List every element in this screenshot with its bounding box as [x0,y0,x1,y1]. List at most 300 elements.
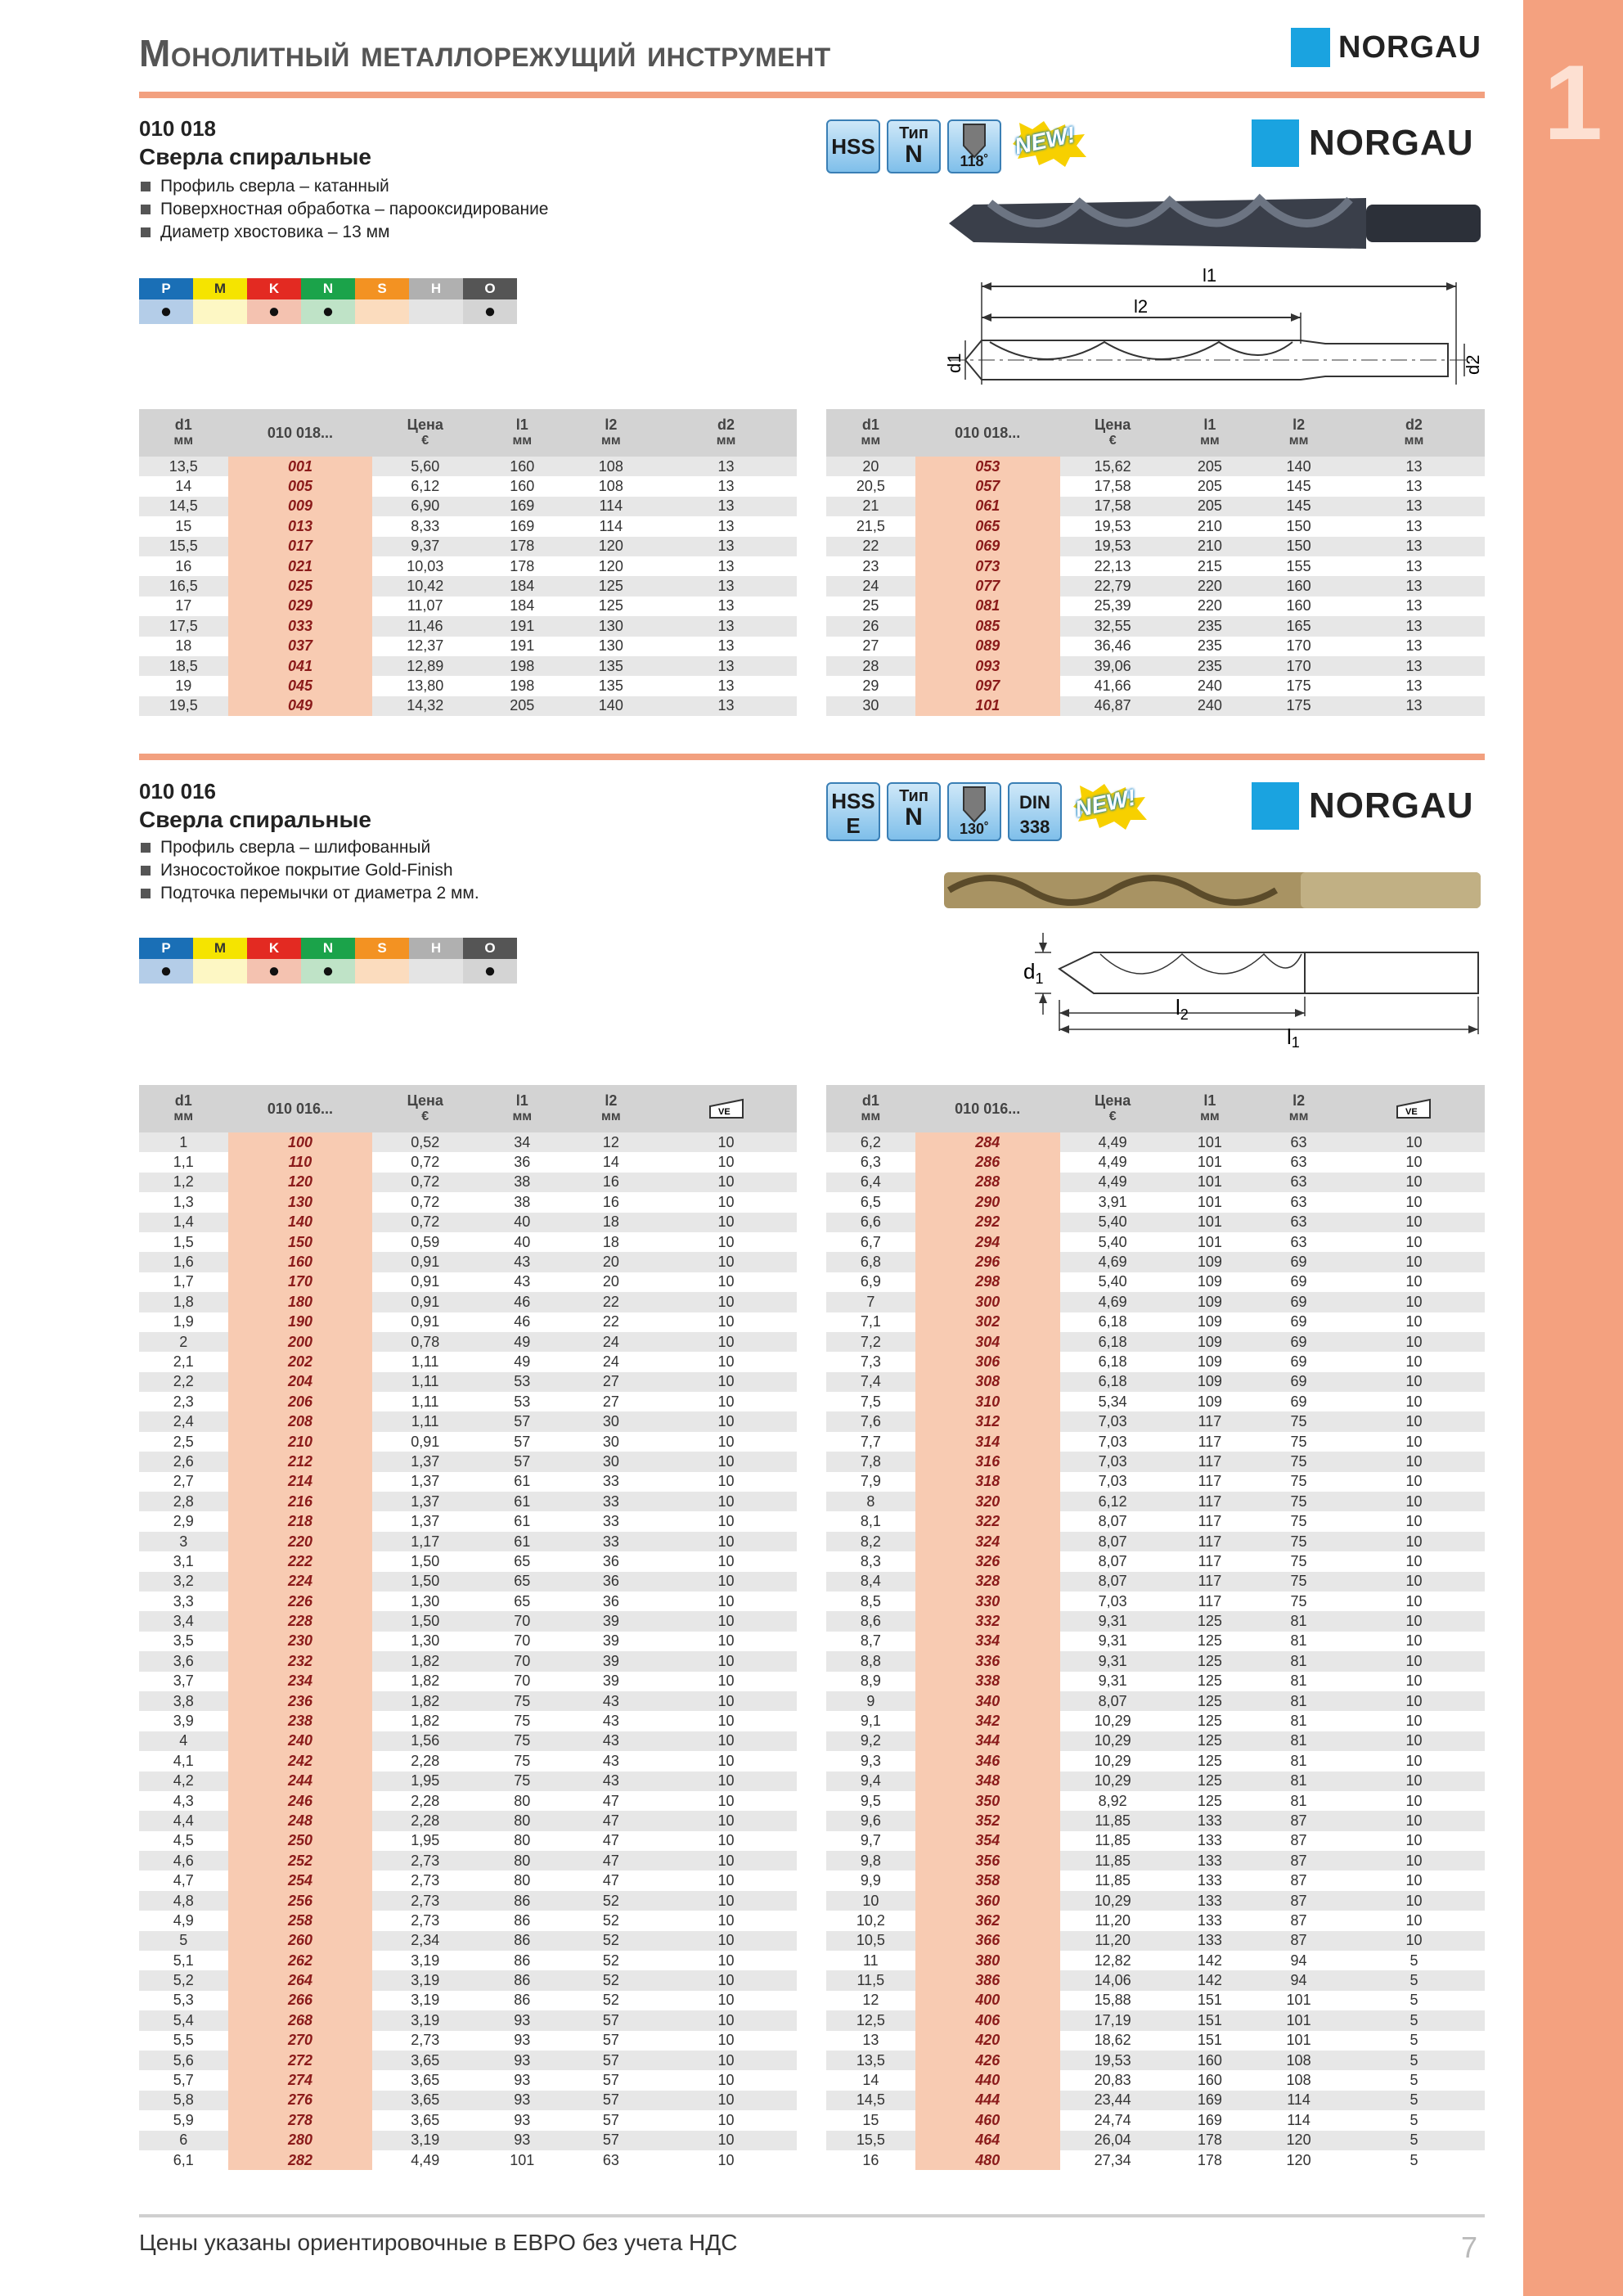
column-header [478,1085,567,1132]
price-cell: 9,31 [1060,1611,1166,1631]
price-cell: 3,65 [372,2051,478,2070]
d2-cell: 13 [1343,696,1485,716]
l1-cell: 210 [1166,537,1255,556]
header-label: d1 [174,416,192,433]
diameter-cell: 4,9 [173,1911,194,1929]
table-row [826,537,1485,556]
diameter-cell: 7,5 [860,1393,881,1410]
table-row [826,676,1485,696]
l1-cell: 70 [514,1632,531,1650]
table-row [826,1611,1485,1631]
price-cell: 7,03 [1098,1592,1127,1609]
l1-cell: 86 [478,1970,567,1990]
dim-d2: d2 [1463,354,1483,375]
price-cell: 19,53 [1094,517,1131,534]
price-cell: 22,13 [1094,557,1131,574]
header-label: l2 [605,1092,618,1109]
pack-unit-cell: 10 [717,1672,735,1690]
l1-cell: 133 [1197,1911,1222,1929]
d2-cell: 13 [655,537,797,556]
diameter-cell: 5,8 [139,2091,228,2110]
l2-cell: 81 [1254,1651,1343,1671]
diameter-cell: 3,1 [173,1552,194,1569]
l1-cell: 43 [478,1252,567,1272]
diameter-cell: 3,5 [173,1632,194,1650]
article-code-cell: 093 [915,656,1060,676]
pack-unit-cell: 10 [655,1213,797,1232]
l1-cell: 101 [1166,1132,1255,1152]
material-group-k: K [247,938,301,959]
l2-cell: 14 [602,1154,619,1171]
pack-unit-cell: 10 [1405,1872,1423,1889]
point-angle-badge [947,119,1001,173]
header-label: 010 018... [267,425,333,441]
diameter-cell: 3,9 [173,1713,194,1730]
article-code-cell: 386 [915,1970,1060,1990]
header-label: Цена [407,1092,443,1109]
column-header [139,409,228,457]
l1-cell: 61 [514,1473,531,1490]
price-cell: 0,72 [372,1173,478,1192]
type-badge [887,782,941,841]
pack-unit-cell: 5 [1409,2072,1418,2089]
l1-cell: 184 [510,597,535,615]
table-row [826,1632,1485,1651]
price-cell: 36,46 [1094,637,1131,655]
l1-cell: 75 [478,1772,567,1791]
article-code-cell: 420 [915,2031,1060,2051]
l2-cell: 69 [1254,1292,1343,1312]
section2-price-table-right [826,1085,1485,2170]
article-code-cell: 220 [228,1532,373,1551]
article-code-cell: 334 [915,1632,1060,1651]
column-header [915,409,1060,457]
diameter-cell: 7,7 [860,1433,881,1450]
type-value: N [905,141,923,168]
diameter-cell: 1,9 [173,1313,194,1330]
diameter-cell: 17 [175,597,192,615]
l2-cell: 43 [567,1772,656,1791]
l1-cell: 220 [1166,576,1255,596]
column-header [915,1085,1060,1132]
header-unit: мм [1404,434,1424,448]
article-code-cell: 224 [228,1572,373,1591]
price-cell: 1,82 [372,1651,478,1671]
pack-unit-cell: 10 [1343,1292,1485,1312]
article-code-cell: 348 [915,1772,1060,1791]
l2-cell: 69 [1290,1353,1307,1370]
diameter-cell: 14 [862,2072,879,2089]
diameter-cell: 9,2 [826,1731,915,1751]
header-unit: мм [861,1110,881,1123]
l2-cell: 87 [1254,1811,1343,1830]
drill-photo-010018 [941,187,1485,260]
diameter-cell: 7,9 [860,1473,881,1490]
table-row [826,1272,1485,1292]
table-row [139,2150,797,2170]
article-code-cell: 264 [228,1970,373,1990]
diameter-cell: 1,3 [173,1193,194,1210]
table-row [826,1891,1485,1911]
diameter-cell: 5,5 [173,2032,194,2049]
diameter-cell: 6,1 [173,2151,194,2168]
article-code-cell: 053 [915,457,1060,476]
pack-unit-cell: 5 [1343,2091,1485,2110]
table-row [139,1452,797,1471]
diameter-cell: 3 [139,1532,228,1551]
l1-cell: 57 [478,1452,567,1471]
l2-cell: 52 [567,1891,656,1911]
diameter-cell: 9,1 [860,1713,881,1730]
pack-unit-cell: 10 [655,2010,797,2030]
d2-cell: 13 [1405,677,1423,694]
price-cell: 20,83 [1094,2072,1131,2089]
price-cell: 3,65 [411,2072,440,2089]
table-row [826,2091,1485,2110]
price-cell: 0,91 [372,1292,478,1312]
article-code-cell: 077 [915,576,1060,596]
diameter-cell: 5,4 [139,2010,228,2030]
diameter-cell: 6,5 [860,1193,881,1210]
l2-cell: 155 [1286,557,1311,574]
table-row [826,1452,1485,1471]
diameter-cell: 5 [139,1931,228,1951]
diameter-cell: 15 [862,2111,879,2128]
table-row [139,1132,797,1152]
l1-cell: 86 [514,1911,531,1929]
table-row [826,597,1485,616]
table-row [826,556,1485,576]
section2-logo [1252,782,1474,830]
drill-photo-010016 [941,866,1485,915]
l2-cell: 108 [598,478,623,495]
l2-cell: 81 [1254,1772,1343,1791]
table-row [139,1213,797,1232]
l1-cell: 80 [514,1832,531,1849]
price-cell: 32,55 [1060,616,1166,636]
l2-cell: 47 [602,1832,619,1849]
article-code-cell: 330 [915,1591,1060,1611]
table-row [826,1511,1485,1531]
bullet: Поверхностная обработка – парооксидирование [141,198,549,221]
table-row [826,476,1485,496]
din-badge [1008,782,1062,841]
pack-unit-cell: 10 [1405,1911,1423,1929]
pack-unit-cell: 10 [1343,1611,1485,1631]
pack-unit-cell: 10 [717,1513,735,1530]
material-suitability-dot [355,299,409,324]
pack-unit-cell: 10 [1405,1513,1423,1530]
l2-cell: 18 [602,1233,619,1250]
l1-cell: 43 [514,1273,531,1290]
drill-dimension-drawing [1023,925,1485,1051]
pack-unit-cell: 10 [1405,1752,1423,1769]
article-code-cell: 316 [915,1452,1060,1471]
article-code-cell: 206 [228,1392,373,1411]
table-row [139,1152,797,1172]
price-cell: 1,82 [372,1691,478,1711]
pack-unit-cell: 10 [655,1173,797,1192]
article-code-cell: 272 [228,2051,373,2070]
material-suitability-dot [355,959,409,984]
diameter-cell: 9,7 [860,1832,881,1849]
material-group-s: S [355,938,409,959]
article-code-cell: 222 [228,1551,373,1571]
pack-unit-cell: 10 [655,1572,797,1591]
hss-label: HSS [831,789,875,813]
l2-cell: 81 [1254,1731,1343,1751]
column-header [1060,1085,1166,1132]
pack-unit-cell: 10 [655,1372,797,1392]
l1-cell: 125 [1197,1672,1222,1690]
l1-cell: 133 [1166,1851,1255,1871]
price-cell: 11,85 [1060,1811,1166,1830]
l1-cell: 235 [1166,656,1255,676]
l1-cell: 133 [1166,1811,1255,1830]
price-cell: 4,69 [1060,1252,1166,1272]
l1-cell: 80 [478,1851,567,1871]
diameter-cell: 26 [826,616,915,636]
diameter-cell: 2,5 [173,1433,194,1450]
pack-unit-cell: 10 [655,1970,797,1990]
l1-cell: 86 [514,1992,531,2009]
table-row [826,2131,1485,2150]
price-cell: 3,65 [411,2111,440,2128]
hss-e-badge [826,782,880,841]
l2-cell: 114 [1287,2111,1311,2128]
article-code-cell: 298 [915,1272,1060,1292]
price-cell: 2,28 [411,1752,440,1769]
l1-cell: 160 [1166,2051,1255,2070]
l2-cell: 33 [567,1492,656,1511]
price-cell: 5,40 [1098,1233,1127,1250]
l2-cell: 63 [1290,1193,1307,1210]
column-header [228,409,373,457]
diameter-cell: 27 [862,637,879,655]
l2-cell: 57 [567,2051,656,2070]
pack-unit-cell: 10 [655,1931,797,1951]
price-cell: 6,90 [372,497,478,516]
l2-cell: 63 [1254,1173,1343,1192]
pack-unit-cell: 10 [717,2032,735,2049]
l2-cell: 39 [602,1632,619,1650]
svg-text:VE: VE [1405,1107,1418,1117]
type-value: N [905,804,923,831]
article-code-cell: 061 [915,497,1060,516]
article-code-cell: 057 [915,476,1060,496]
diameter-cell: 7,6 [826,1411,915,1431]
diameter-cell: 18 [175,637,192,655]
price-cell: 25,39 [1094,597,1131,615]
logo-text: NORGAU [1309,786,1474,826]
table-header-row [826,409,1485,457]
logo-square-icon [1291,28,1330,67]
pack-unit-cell: 10 [1405,1313,1423,1330]
l1-cell: 169 [478,497,567,516]
header-logo [1291,28,1481,67]
pack-unit-cell: 10 [655,1611,797,1631]
pack-unit-cell: 10 [1343,1372,1485,1392]
new-label: NEW! [1012,121,1077,160]
material-group-s: S [355,278,409,299]
d2-cell: 13 [717,557,735,574]
l1-cell: 125 [1197,1792,1222,1809]
hss-e-label: E [846,813,861,838]
logo-text: NORGAU [1338,29,1481,65]
l1-cell: 205 [478,696,567,716]
material-suitability-dot [409,299,463,324]
table-row [826,1173,1485,1192]
l2-cell: 75 [1290,1473,1307,1490]
price-cell: 3,19 [411,1992,440,2009]
pack-unit-cell: 10 [1343,1731,1485,1751]
diameter-cell: 3,4 [139,1611,228,1631]
pack-unit-cell: 10 [1343,1651,1485,1671]
article-code-cell: 362 [915,1911,1060,1930]
l2-cell: 69 [1290,1313,1307,1330]
header-unit: мм [861,434,881,448]
pack-unit-cell: 10 [717,2111,735,2128]
pack-unit-cell: 10 [655,1811,797,1830]
table-row [139,1772,797,1791]
article-code-cell: 406 [915,2010,1060,2030]
l1-cell: 65 [478,1572,567,1591]
price-cell: 4,49 [411,2151,440,2168]
price-cell: 10,42 [372,576,478,596]
table-row [826,576,1485,596]
table-row [826,2051,1485,2070]
table-row [139,1970,797,1990]
diameter-cell: 2,9 [173,1513,194,1530]
l1-cell: 109 [1197,1313,1222,1330]
table-row [826,656,1485,676]
article-code-cell: 360 [915,1891,1060,1911]
table-row [826,1911,1485,1930]
price-cell: 5,40 [1060,1213,1166,1232]
article-code-cell: 150 [228,1232,373,1252]
table-row [139,1891,797,1911]
l1-cell: 101 [1197,1193,1222,1210]
diameter-cell: 2,7 [173,1473,194,1490]
article-code-cell: 326 [915,1551,1060,1571]
l2-cell: 33 [602,1473,619,1490]
table-row [139,1472,797,1492]
table-row [826,2031,1485,2051]
diameter-cell: 13,5 [826,2051,915,2070]
price-cell: 2,73 [411,1911,440,1929]
price-cell: 27,34 [1094,2151,1131,2168]
pack-unit-cell: 10 [1405,1832,1423,1849]
table-row [826,1791,1485,1811]
price-cell: 46,87 [1060,696,1166,716]
article-code-cell: 282 [228,2150,373,2170]
diameter-cell: 6,8 [826,1252,915,1272]
table-row [139,616,797,636]
l1-cell: 53 [514,1393,531,1410]
price-cell: 0,91 [411,1313,440,1330]
price-cell: 2,73 [372,1851,478,1871]
l1-cell: 117 [1166,1532,1255,1551]
price-cell: 9,31 [1098,1632,1127,1650]
article-code-cell: 041 [228,656,373,676]
price-cell: 6,18 [1098,1313,1127,1330]
diameter-cell: 7,8 [826,1452,915,1471]
article-code-cell: 037 [228,637,373,656]
diameter-cell: 1,1 [173,1154,194,1171]
l1-cell: 101 [510,2151,535,2168]
article-code-cell: 017 [228,537,373,556]
table-row [826,1991,1485,2010]
l1-cell: 160 [478,457,567,476]
d2-cell: 13 [717,637,735,655]
type-label: Тип [899,787,928,805]
pack-unit-cell: 10 [1343,1213,1485,1232]
article-code-cell: 214 [228,1472,373,1492]
l2-cell: 47 [602,1792,619,1809]
l2-cell: 33 [567,1532,656,1551]
din-value: 338 [1019,817,1050,837]
table-row [826,1951,1485,1970]
diameter-cell: 30 [826,696,915,716]
header-unit: мм [716,434,736,448]
diameter-cell: 3,3 [173,1592,194,1609]
bullet: Износостойкое покрытие Gold-Finish [141,859,479,882]
header-unit: € [421,434,429,448]
table-row [826,457,1485,476]
angle-value: 118˚ [960,153,989,169]
l2-cell: 108 [567,457,656,476]
diameter-cell: 4,8 [139,1891,228,1911]
table-header-row [139,409,797,457]
diameter-cell: 7,4 [826,1372,915,1392]
table-header-row [139,1085,797,1132]
header-unit: мм [173,1110,194,1123]
l2-cell: 27 [602,1393,619,1410]
price-cell: 8,07 [1098,1552,1127,1569]
pack-unit-cell: 10 [1343,1452,1485,1471]
header-label: 010 016... [267,1101,333,1117]
price-cell: 4,69 [1060,1292,1166,1312]
table-row [826,616,1485,636]
table-row [826,1332,1485,1352]
diameter-cell: 9,8 [826,1851,915,1871]
price-cell: 11,20 [1095,1911,1131,1929]
hss-badge: HSS [826,119,880,173]
header-label: l2 [1293,416,1306,433]
l1-cell: 61 [478,1492,567,1511]
article-code-cell: 288 [915,1173,1060,1192]
article-code-cell: 025 [228,576,373,596]
table-row [139,1731,797,1751]
l1-cell: 49 [514,1353,531,1370]
page-number: 7 [1461,2231,1478,2264]
diameter-cell: 6,2 [826,1132,915,1152]
l2-cell: 75 [1254,1572,1343,1591]
din-label: DIN [1019,792,1050,813]
l2-cell: 30 [567,1411,656,1431]
price-cell: 17,19 [1060,2010,1166,2030]
l2-cell: 120 [567,537,656,556]
diameter-cell: 8,9 [860,1672,881,1690]
pack-unit-cell: 10 [717,1872,735,1889]
l1-cell: 93 [514,2072,531,2089]
article-code-cell: 356 [915,1851,1060,1871]
header-label: Цена [1095,416,1131,433]
article-code-cell: 276 [228,2091,373,2110]
diameter-cell: 22 [826,537,915,556]
l2-cell: 81 [1290,1752,1307,1769]
article-code-cell: 320 [915,1492,1060,1511]
